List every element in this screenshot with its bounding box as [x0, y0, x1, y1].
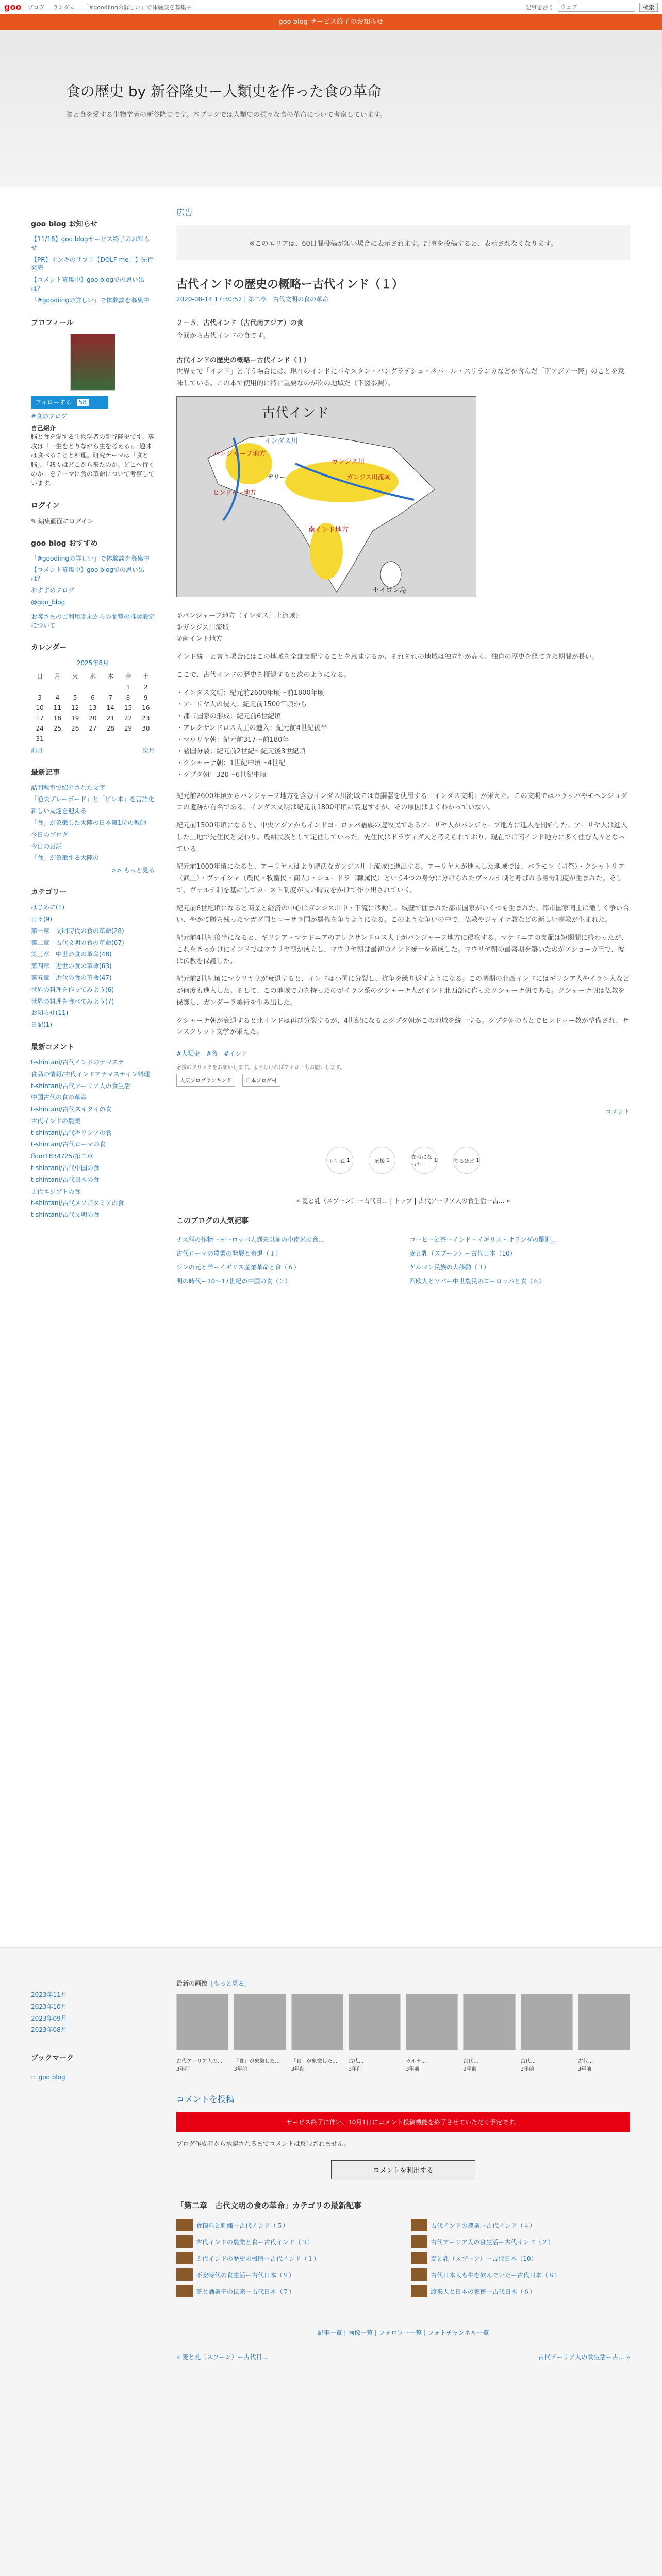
photo-caption: 古代... 3年前: [577, 2059, 593, 2072]
related-item[interactable]: 古代日本人も牛を飲んでいたー古代日本（８）: [411, 2268, 630, 2281]
related-item[interactable]: 古代インドの歴史の概略ー古代インド（１）: [176, 2252, 395, 2264]
photo-thumb[interactable]: [463, 1994, 515, 2050]
photo-thumb[interactable]: [291, 1994, 343, 2050]
paragraph: ここで、古代インドの歴史を概観すると次のようになる。: [176, 671, 351, 679]
map-label: インダス川: [264, 437, 298, 445]
photo-thumb[interactable]: [176, 1994, 228, 2050]
goo-logo[interactable]: goo: [4, 2, 22, 12]
profile-heading: プロフィール: [31, 318, 74, 327]
category-item[interactable]: 日々(9): [31, 915, 52, 923]
bookmark-link[interactable]: ☞ goo blog: [31, 2073, 65, 2081]
notice-heading: goo blog お知らせ: [31, 220, 98, 228]
bottom-section: [0, 1947, 662, 2576]
comment-item[interactable]: 古代エジプトの食: [31, 1188, 81, 1195]
nav-campaign[interactable]: 「#goodiingの詳しい」で体験談を募集中: [83, 4, 192, 11]
photo-thumb[interactable]: [578, 1994, 630, 2050]
calendar-heading: カレンダー: [31, 643, 67, 652]
post-meta[interactable]: 2020-08-14 17:30:52 | 第二章 古代文明の食の革命: [176, 296, 329, 303]
comments-heading: 最新コメント: [31, 1043, 74, 1052]
blog-title[interactable]: 食の歴史 by 新谷隆史ー人類史を作った食の革命: [66, 83, 382, 100]
related-item[interactable]: 古代アーリア人の食生活ー古代インド（２）: [411, 2235, 630, 2248]
map-label: デリー: [267, 473, 286, 481]
recent-item[interactable]: 「食」が象徴した大陸の日本第1位の教師: [31, 819, 146, 826]
photo-caption: 古代... 3年前: [348, 2059, 364, 2072]
recent-more[interactable]: >> もっと見る: [111, 867, 155, 874]
category-item[interactable]: お知らせ(11): [31, 1009, 69, 1017]
related-item[interactable]: 古代インドの農業ー古代インド（４）: [411, 2219, 630, 2231]
related-item[interactable]: 麦と乳（スプーン）ー古代日本（10）: [411, 2252, 630, 2264]
comment-link[interactable]: コメント: [605, 1108, 630, 1115]
region-list: ①パンジャーブ地方（インダス川上流域） ②ガンジス川流域 ③南インド地方: [176, 612, 302, 643]
related-item[interactable]: 不安時代の食生活ー古代日本（９）: [176, 2268, 395, 2281]
paragraph: クシャーナ朝が衰退すると北インドは再び分裂するが、4世紀になるとグプタ朝がこの地域を統一する。グプタ朝のもとでヒンドゥー教が整備され、サンスクリット文学が栄えた。: [176, 1016, 629, 1037]
calendar-month: 2025年8月: [76, 659, 109, 667]
ad-notice: ※このエリアは、60日間投稿が無い場合に表示されます。記事を投稿すると、表示されなくなります。: [176, 225, 630, 260]
reaction-buttons: [176, 1147, 630, 1174]
search-input[interactable]: [558, 3, 635, 12]
map-svg: [177, 397, 476, 597]
timeline-item: ・グプタ朝：320〜6世紀中頃: [176, 771, 267, 779]
paragraph: 紀元前2世紀頃にマウリヤ朝が衰退すると、インドは小国に分裂し、抗争を繰り返すようになる。この時期の北西インドにはギリシア人やイラン人などが何度も進入した。そして、この地域で力を持ったのがイラン系のクシャーナ人がインド北西部に作ったクシャーナ朝である。クシャーナ朝は仏教を保護し、ガンダーラ美術を生み出した。: [176, 975, 630, 1007]
related-item[interactable]: 茶と酒業子の伝来ー古代日本（７）: [176, 2285, 395, 2297]
post-title[interactable]: 古代インドの歴史の概略ー古代インド（１）: [176, 278, 404, 291]
notice-item[interactable]: 【PR】ナンキのサプリ【DOLF me！】先行発売: [31, 256, 154, 272]
related-item[interactable]: 渡来人と日本の家畜ー古代日本（６）: [411, 2285, 630, 2297]
map-label: パンジャーブ地方: [213, 450, 266, 458]
related-item[interactable]: 食糧料と刺繍ー古代インド（５）: [176, 2219, 395, 2231]
popular-item[interactable]: 明の時代ー10〜17世紀の中国の食（３）: [176, 1278, 291, 1285]
search-button[interactable]: 検索: [639, 3, 658, 12]
nav-random[interactable]: ランダム: [52, 4, 75, 11]
photo-caption: 「食」が象徴した... 3年前: [234, 2059, 280, 2072]
archive-item[interactable]: 2023年09月: [31, 2014, 67, 2022]
blog-header: [0, 30, 662, 187]
write-post-link[interactable]: 記事を書く: [525, 4, 554, 11]
ad-heading: 広告: [176, 208, 193, 217]
reaction-button[interactable]: 応援 1: [369, 1147, 395, 1174]
profile-name: 自己紹介: [31, 424, 56, 432]
blog-description: 脳と食を愛する生物学者の新谷隆史です。本ブログでは人類史の様々な食の革命について考察しています。: [66, 111, 387, 119]
photo-thumb[interactable]: [521, 1994, 573, 2050]
calendar: 日 月 火 水 木 金 土 1 2 3 4 5 6 7 8 9 10 11 12 13 14 15 16 17 18 19 20 21 22 23 24 25 26 27 28 29 30 31: [36, 672, 150, 742]
archive-item[interactable]: 2023年11月: [31, 1991, 67, 1998]
profile-avatar[interactable]: [70, 334, 115, 391]
post-navigation[interactable]: « 麦と乳（スプーン）ー古代日... | トップ | 古代アーリア人の食生活ー古... »: [296, 1197, 510, 1205]
comment-item[interactable]: t-shintani/古代ローマの食: [31, 1141, 106, 1148]
popular-item[interactable]: 麦と乳（スプーン）ー古代日本（10）: [409, 1250, 516, 1257]
recent-item[interactable]: 「食」が象徴する大陸の: [31, 854, 100, 862]
popular-item[interactable]: コーヒーと茶ーインド・イギリス・オランダの躍進...: [409, 1236, 557, 1243]
popular-item[interactable]: ジンの元と羊ーイギリス産業革命と食（６）: [176, 1264, 300, 1271]
photo-thumb[interactable]: [349, 1994, 401, 2050]
topbar: [0, 0, 662, 14]
blog-item[interactable]: 【コメント募集中】goo blogでの思い出は？: [31, 566, 145, 583]
service-end-banner[interactable]: goo blog サービス終了のお知らせ: [0, 14, 662, 30]
comment-item[interactable]: t-shintani/古代スキタイの食: [31, 1106, 112, 1113]
comment-item[interactable]: 古代インドの農業: [31, 1117, 81, 1125]
left-sidebar: [31, 206, 155, 1223]
blog-note[interactable]: お客さまのご利用端末からの閲覧の推奨設定について: [31, 613, 155, 629]
archive-item[interactable]: 2023年08月: [31, 2026, 67, 2034]
comment-item[interactable]: t-shintani/古代中国の食: [31, 1164, 100, 1172]
recent-heading: 最新記事: [31, 768, 60, 777]
post-body: [176, 318, 630, 1039]
popular-item[interactable]: ゲルマン民族の大移動（３）: [409, 1264, 490, 1271]
profile-text: 脳と食を愛する生物学者の新谷隆史です。専攻は「一生をとりながら生を考える」。趣味は食べることと料理。研究テーマは「食と脳」。「我々はどこから来たのか、どこへ行くのか」をテーマに食の革命について考察しています。: [31, 433, 155, 487]
timeline-item: ・マウリヤ朝：紀元前317〜前180年: [176, 736, 289, 744]
recommend-heading: goo blog おすすめ: [31, 539, 98, 548]
paragraph: 紀元前2600年頃からパンジャーブ地方を含むインダス川流域では青銅器を使用する「インダス文明」が栄えた。この文明ではハラッパやモヘンジョダロの遺跡が有名である。インダス文明は紀元前1800年頃に衰退するが、その原因はよくわかっていない。: [176, 792, 627, 812]
reaction-button[interactable]: 参考になった 1: [411, 1147, 438, 1174]
category-item[interactable]: 日記(1): [31, 1021, 52, 1029]
comment-approval-note: ブログ作成者から承認されるまでコメントは反映されません。: [176, 2140, 350, 2147]
comment-form-heading: コメントを投稿: [176, 2094, 235, 2104]
paragraph: インド統一と言う場合にはこの地域を全部支配することを意味するが、それぞれの地域は独立性が高く、独自の歴史を経てきた期間が長い。: [176, 653, 599, 661]
main-content: [176, 206, 630, 1295]
archive-item[interactable]: 2023年10月: [31, 2003, 67, 2010]
comment-item[interactable]: t-shintani/古代メソポタミアの食: [31, 1199, 124, 1207]
comment-item[interactable]: t-shintani/古代日本の食: [31, 1176, 100, 1183]
blog-item[interactable]: @goo_blog: [31, 598, 65, 606]
section-heading: ２－５．古代インド（古代南アジア）の食: [176, 319, 304, 327]
recent-item[interactable]: 今日のブログ: [31, 831, 69, 838]
ancient-india-map: [176, 396, 476, 597]
timeline-item: ・諸国分裂：紀元前2世紀〜紀元後3世紀頃: [176, 748, 306, 756]
notice-item[interactable]: 「#goodiingの詳しい」で体験談を募集中: [31, 296, 150, 304]
timeline-item: ・アレクサンドロス大王の進入：紀元前4世紀後半: [176, 724, 327, 732]
reaction-button[interactable]: いいね 1: [326, 1147, 353, 1174]
photo-caption: 古代... 3年前: [463, 2059, 478, 2072]
category-item[interactable]: 世界の料理を食べてみよう(7): [31, 997, 114, 1005]
profile-link[interactable]: #食のブログ: [31, 412, 68, 420]
recent-item[interactable]: 詰問教室で紹介された文字: [31, 784, 106, 791]
recent-item[interactable]: 今日のお話: [31, 842, 62, 850]
map-label: ヒンドゥー地方: [213, 488, 256, 496]
photo-heading: 最新の画像［もっと見る］: [176, 1980, 251, 1987]
photo-caption: カルテ... 3年前: [406, 2059, 426, 2072]
related-item[interactable]: 古代インドの農業と食ー古代インド（３）: [176, 2235, 395, 2248]
category-item[interactable]: 世界の料理を作ってみよう(6): [31, 986, 114, 993]
calendar-prev[interactable]: 前月: [31, 747, 44, 754]
topbar-right: [525, 3, 658, 12]
photo-thumb[interactable]: [406, 1994, 458, 2050]
comment-item[interactable]: floor1834725/第二章: [31, 1153, 93, 1160]
comment-item[interactable]: t-shintani/古代文明の食: [31, 1211, 100, 1219]
follow-button[interactable]: フォローする 58: [31, 396, 108, 409]
ranking-badge[interactable]: 人気ブログランキング: [176, 1074, 235, 1087]
photo-caption: 古代アーリア人の... 3年前: [176, 2059, 223, 2072]
comment-item[interactable]: t-shintani/古代アーリア人の食生活: [31, 1082, 130, 1090]
category-heading: カテゴリー: [31, 888, 67, 897]
calendar-next[interactable]: 次月: [142, 747, 155, 754]
blog-item[interactable]: 「#goodiingの詳しい」で体験談を募集中: [31, 554, 150, 562]
recent-item[interactable]: 「漁夫ブレーボード」と「ビレ本」を言語化: [31, 795, 155, 803]
paragraph: 紀元前4世紀後半になると、ギリシア・マケドニアのアレクサンドロス大王がパンジャーブ地方に侵攻する。マケドニアの支配は短期間に終わったが、これをきっかけにインドではマウリヤ朝が成立し、マウリヤ朝は最初のインド統一を達成した。マウリヤ朝の最盛期を築いたのがアショーカ王で、彼は仏教を保護した。: [176, 934, 628, 965]
photo-caption: 古代... 3年前: [520, 2059, 536, 2072]
comment-item[interactable]: t-shintani/古代ギリシアの食: [31, 1129, 112, 1137]
nav-blog[interactable]: ブログ: [27, 4, 45, 11]
timeline-item: ・インダス文明：紀元前2600年頃〜前1800年頃: [176, 689, 324, 697]
map-label: 南インド地方: [308, 526, 349, 534]
photo-thumb[interactable]: [234, 1994, 286, 2050]
intro-text: 今回から古代インドの食です。: [176, 332, 270, 340]
paragraph: 紀元前1500年頃になると、中央アジアからインドヨーロッパ語族の遊牧民であるアーリヤ人がパンジャーブ地方に進入を開始した。アーリヤ人は進入した土地で先住民と交わり、農耕民族として定住していった。先住民はドラヴィダ人と考えられており、現在では南インド地方に多く住む人々となっている。: [176, 822, 627, 853]
recent-item[interactable]: 新しい友達を迎える: [31, 807, 87, 815]
login-link[interactable]: ✎ 編集画面にログイン: [31, 517, 94, 525]
sub-heading: 古代インドの歴史の概略ー古代インド（１）: [176, 356, 311, 364]
paragraph: 世界史で「インド」と言う場合には、現在のインドにパキスタン・バングラデシュ・ネパール・スリランカなどを含んだ「南アジア一帯」のことを意味している。この本で使用的に特に重要なのが次の地域だ（下図参照）。: [176, 368, 625, 387]
map-label: セイロン島: [373, 586, 406, 595]
timeline-item: ・都市国家の形成：紀元前6世紀頃: [176, 713, 282, 720]
map-label: ガンジス川: [332, 457, 365, 466]
category-item[interactable]: 第一章 文明時代の食の革命(28): [31, 927, 124, 935]
comment-submit-button[interactable]: コメントを利用する: [331, 2160, 475, 2179]
comment-end-notice[interactable]: サービス終了に伴い、10月1日にコメント投稿機能を終了させていただく予定です。: [176, 2112, 630, 2132]
ranking-badge[interactable]: 日本ブログ村: [242, 1074, 280, 1087]
category-item[interactable]: 第二章 古代文明の食の革命(67): [31, 939, 124, 946]
reaction-button[interactable]: なるほど 1: [453, 1147, 480, 1174]
footer-links[interactable]: 記事一覧 | 画像一覧 | フォロワー一覧 | フォトチャンネル一覧: [317, 2329, 489, 2336]
popular-item[interactable]: ナス科の作物ーヨーロッパ人到来以前の中南米の食...: [176, 1236, 324, 1243]
blog-item[interactable]: おすすめブログ: [31, 586, 75, 594]
category-latest-list: [176, 2219, 630, 2297]
popular-item[interactable]: 西欧人とソバー中世農民のヨーロッパと食（６）: [409, 1278, 545, 1285]
category-latest-heading: 「第二章 古代文明の食の革命」カテゴリの最新記事: [176, 2201, 362, 2210]
map-title: 古代インド: [262, 405, 329, 421]
comment-item[interactable]: 食品の情報/古代インドアナマステイン料理: [31, 1070, 150, 1078]
popular-item[interactable]: 古代ローマの農業の発展と衰退（１）: [176, 1250, 282, 1257]
notice-item[interactable]: 【11/18】goo blogサービス終了のお知らせ: [31, 235, 150, 251]
notice-item[interactable]: 【コメント募集中】goo blogでの思い出は？: [31, 276, 145, 292]
post-tags[interactable]: #人類史 #食 #インド: [176, 1050, 248, 1057]
category-item[interactable]: 第四章 近世の食の革命(63): [31, 962, 112, 970]
comment-item[interactable]: 中国古代の食の革命: [31, 1094, 87, 1101]
map-label: ガンジス川流域: [347, 473, 390, 481]
paragraph: 紀元前6世紀頃になると商業と経済の中心はガンジス川中・下流に移動し、城壁で囲まれた都市国家がいくつも生まれた。都市国家同士は激しく争い合い、やがて勝ち残ったマガダ国とコーサラ国が覇権を争うようになる。このような争いの中で、仏教やジャイナ教などの新しい宗教が生まれた。: [176, 904, 630, 924]
photo-strip: [176, 1994, 630, 2050]
popular-list: [176, 1235, 630, 1285]
timeline-item: ・クシャーナ朝：1世紀中頃〜4世紀: [176, 759, 286, 767]
paragraph: 紀元前1000年頃になると、アーリヤ人はより肥沃なガンジス川上流域に進出する。アーリヤ人が進入した地域では、バラモン（司祭）・クシャトリア（武士）・ヴァイシャ（農民・牧畜民・商人）・シュードラ（隷属民）という4つの身分に分けられたヴァルナ制と呼ばれる身分制度が生まれた。そして、ヴァルナ制を基にしてカースト制度が長い時間をかけて作り出されていく。: [176, 863, 625, 894]
ranking-note: 応援のクリックをお願いします。よろしければフォローもお願いします。: [176, 1065, 345, 1071]
category-item[interactable]: 第三章 中世の食の革命(48): [31, 951, 112, 958]
bookmark-heading: ブックマーク: [31, 2054, 74, 2063]
category-item[interactable]: はじめに(1): [31, 904, 64, 911]
photo-caption: 「食」が象徴した... 3年前: [291, 2059, 338, 2072]
footer-prev-link[interactable]: « 麦と乳（スプーン）ー古代日...: [176, 2353, 269, 2361]
footer-next-link[interactable]: 古代アーリア人の食生活ー古... »: [538, 2353, 630, 2361]
topbar-nav: [27, 3, 197, 11]
login-heading: ログイン: [31, 501, 60, 510]
category-item[interactable]: 第五章 近代の食の革命(47): [31, 974, 112, 981]
comment-item[interactable]: t-shintani/古代インドのナマステ: [31, 1058, 124, 1066]
timeline-item: ・アーリヤ人の侵入：紀元前1500年頃から: [176, 701, 307, 709]
popular-heading: このブログの人気記事: [176, 1217, 249, 1225]
